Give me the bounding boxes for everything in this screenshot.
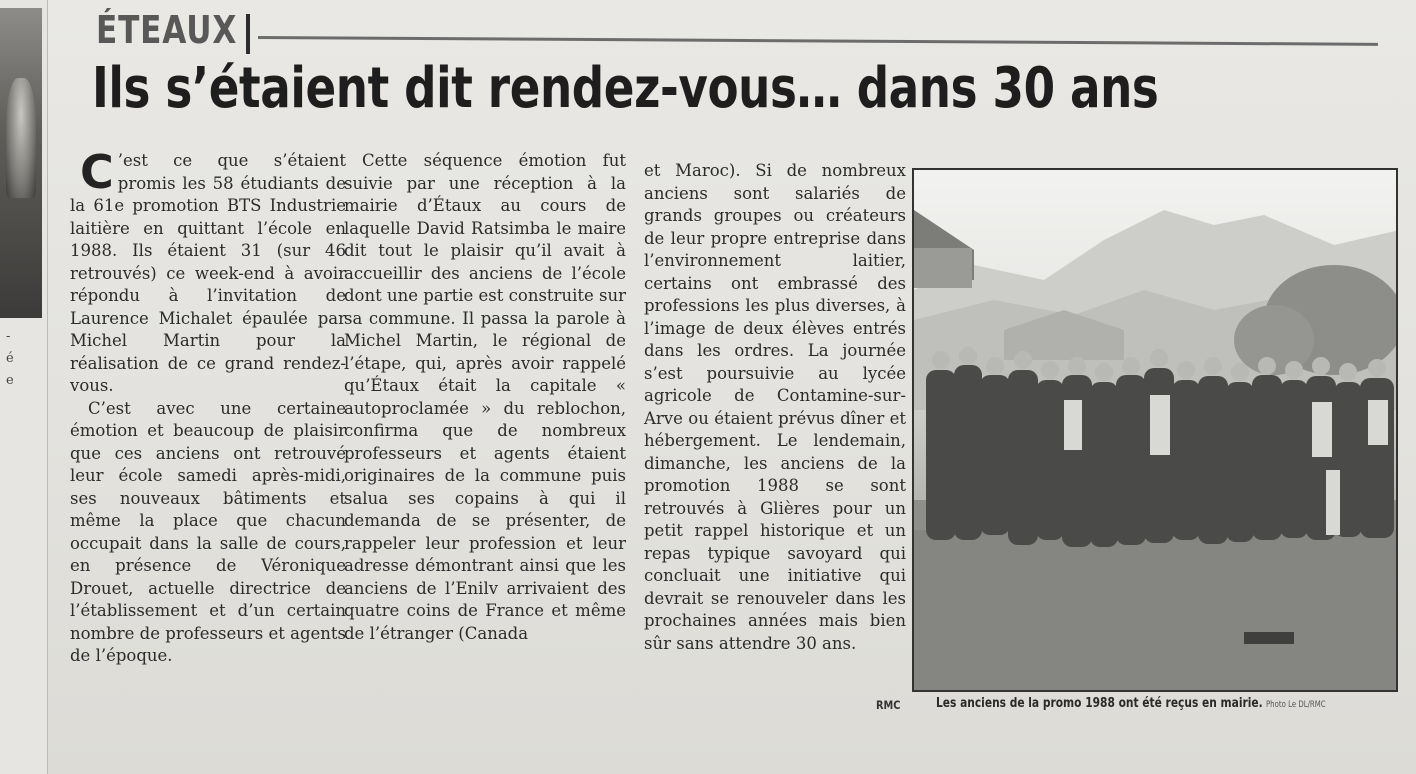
adjacent-char: -	[6, 329, 11, 344]
adjacent-page-strip	[0, 0, 48, 774]
caption-tag: RMC	[876, 698, 901, 712]
adjacent-char: e	[6, 373, 14, 388]
article-column-2	[344, 150, 626, 645]
section-rule	[258, 36, 1378, 46]
article-paragraph: C’est avec une certaine émotion et beaucoup de plaisir que ces anciens ont retrouvé leur école samedi après-midi, ses nouveaux bâtiments et même la place que chacun occupait dans la salle de cours, en présence de Véronique Drouet, actuelle directrice de l’établissement et d’un certain nombre de professeurs et agents de l’époque.	[70, 398, 346, 665]
article-paragraph	[70, 145, 346, 398]
section-label-bar	[246, 14, 250, 54]
group-photo-illustration	[914, 170, 1398, 692]
article-column-1	[70, 145, 346, 668]
adjacent-photo	[0, 8, 42, 318]
photo-caption	[936, 696, 1330, 711]
caption-text: Les anciens de la promo 1988 ont été reçus en mairie.	[936, 696, 1263, 711]
adjacent-char: é	[6, 351, 14, 366]
drop-cap: C	[80, 145, 114, 199]
section-label: ÉTEAUX	[96, 8, 238, 52]
article-lead-text: ’est ce que s’étaient promis les 58 étudiants de la 61e promotion BTS Industrie laitière en quittant l’école en 1988. Ils étaient 31 (sur 46 retrouvés) ce week-end à avoir répondu à l’invitation de Laurence Michalet épaulée par Michel Martin pour la réalisation de ce grand rendez-vous.	[70, 151, 346, 395]
photo-credit: Photo Le DL/RMC	[1265, 700, 1326, 710]
article-column-3	[644, 160, 906, 655]
headline: Ils s’étaient dit rendez-vous… dans 30 ans	[92, 56, 1159, 121]
adjacent-text-fragments	[6, 326, 36, 392]
article-paragraph: Cette séquence émotion fut suivie par une réception à la mairie d’Étaux au cours de laquelle David Ratsimba le maire dit tout le plaisir qu’il avait à accueillir des anciens de l’école dont une partie est construite sur sa commune. Il passa la parole à Michel Martin, le régional de l’étape, qui, après avoir rappelé qu’Étaux était la capitale « autoproclamée » du reblochon, confirma que de nombreux professeurs et agents étaient originaires de la commune puis salua ses copains à qui il demanda de se présenter, de rappeler leur profession et leur adresse démontrant ainsi que les anciens de l’Enilv arrivaient des quatre coins de France et même de l’étranger (Canada	[344, 151, 626, 643]
article-paragraph: et Maroc). Si de nombreux anciens sont salariés de grands groupes ou créateurs de leur propre entreprise dans l’environnement laitier, certains ont embrassé des professions les plus diverses, à l’image de deux élèves entrés dans les ordres. La journée s’est poursuivie au lycée agricole de Contamine-sur-Arve ou étaient prévus dîner et hébergement. Le lendemain, dimanche, les anciens de la promotion 1988 se sont retrouvés à Glières pour un petit rappel historique et un repas typique savoyard qui concluait une initiative qui devrait se renouveler dans les prochaines années mais bien sûr sans attendre 30 ans.	[644, 161, 906, 653]
group-photo	[912, 168, 1398, 692]
